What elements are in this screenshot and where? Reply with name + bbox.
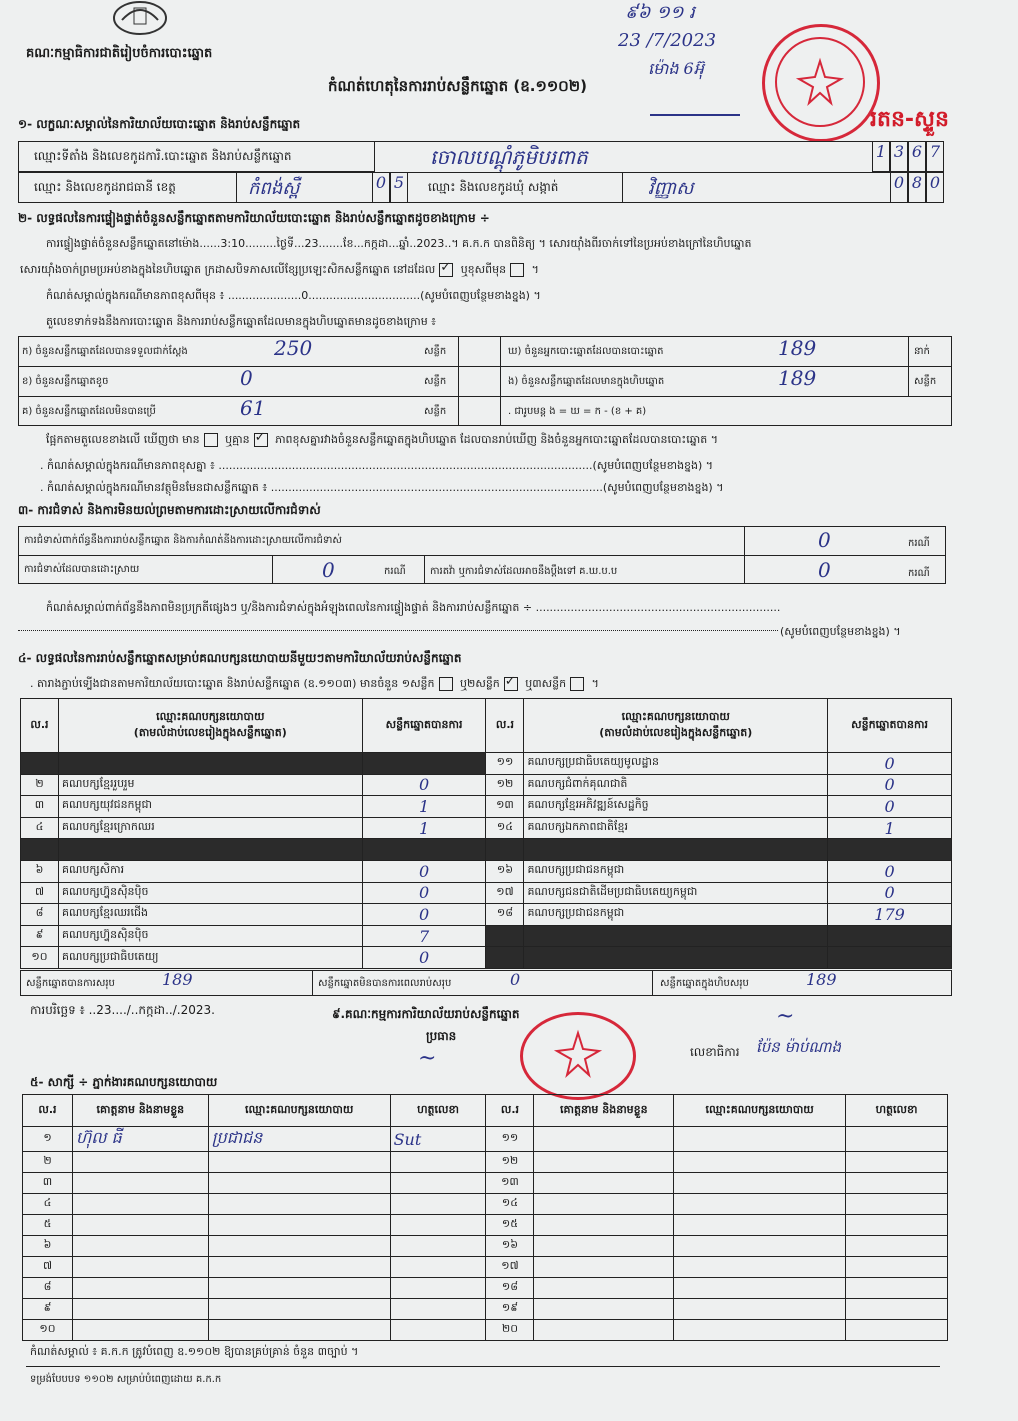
cell-no: ១៦ (486, 1236, 534, 1257)
sheets-line: . តារាងភ្ជាប់ទ្បើងជានតាមការិយាល័យបោះឆ្នោត និងរាប់សន្លឹកឆ្នោត (ឧ.១១០៣) មានចំនួន ១សន្លឹក ឬ២សន្លឹក✓ ឬ៣សន្លឹក ។ (30, 676, 599, 692)
cell-party (208, 1257, 390, 1278)
commune-code: 0 8 0 (890, 172, 944, 203)
spoiled-label: ខ) ចំនួនសន្លឹកឆ្នោតខូច (22, 376, 109, 387)
cell-votes: 0 (362, 860, 486, 882)
col-votes: សន្លឹកឆ្នោតបានការ (828, 699, 952, 753)
col-party: ឈ្មោះគណបក្សនយោបាយ (តាមលំដាប់លេខរៀងក្នុងសន្លឹកឆ្នោត) (58, 699, 362, 753)
cell-no: ១៩ (486, 1299, 534, 1320)
cell-sign (846, 1320, 948, 1341)
section5-heading: ៥- សាក្សី ÷ ភ្នាក់ងារគណបក្សនយោបាយ (30, 1075, 218, 1089)
cell-name (72, 1257, 208, 1278)
cell-no: ៨ (21, 904, 59, 926)
appeal-label: ការតវ៉ា ឬការជំទាស់ដែលអាចនឹងប្តឹងទៅ គ.ឃ.ប.ប (430, 566, 618, 577)
cell-name (534, 1278, 674, 1299)
no-difference-checkbox[interactable] (254, 433, 268, 447)
difference-note: . កំណត់សម្គាល់ក្នុងករណីមានភាពខុសគ្នា ៖ ...........................................................................................................(សូមបំពេញបន្ថែមខាងខ្នង) ។ (40, 459, 714, 472)
footer-note: កំណត់សម្គាល់ ៖ គ.ក.ក ត្រូវបំពេញ ឧ.១១០២ ឱ្យបានគ្រប់គ្រាន់ ចំនួន ៣ច្បាប់ ។ (30, 1345, 359, 1358)
cell-no: ១៧ (486, 882, 524, 904)
total-invalid-value: 0 (510, 970, 521, 989)
cell-party: គណបក្សខ្មែរក្រោកឈរ (58, 817, 362, 839)
section2-heading: ២- លទ្ធផលនៃការផ្ទៀងផ្ទាត់ចំនួនសន្លឹកឆ្នោតតាមការិយាល័យបោះឆ្នោត និងរាប់សន្លឹកឆ្នោតដូចខាងក្រោម ÷ (18, 211, 490, 225)
cell-no: ១៣ (486, 1173, 534, 1194)
cell-no: ៦ (21, 860, 59, 882)
cell-no: ៧ (23, 1257, 73, 1278)
date-line: ការបរិច្ឆេទ ៖ ..23..../..កក្កដា../.2023. (30, 1003, 215, 1017)
cell-name (72, 1215, 208, 1236)
col-no: ល.រ (23, 1095, 73, 1127)
cell-party: គណបក្សប្រជាជនកម្ពុជា (524, 860, 828, 882)
cell-name (72, 1152, 208, 1173)
section1-heading: ១- លក្ខណៈសម្គាល់នៃការិយាល័យបោះឆ្នោត និងរាប់សន្លឹកឆ្នោត (18, 117, 301, 131)
cell-name (534, 1236, 674, 1257)
cell-votes: 0 (828, 860, 952, 882)
cell-sign (390, 1257, 486, 1278)
cell-party (674, 1127, 846, 1152)
cell-no: ៨ (23, 1278, 73, 1299)
unit-person: នាក់ (914, 346, 930, 357)
cell-no: ២ (21, 774, 59, 796)
chair-signature: ~ (418, 1046, 437, 1071)
results-row (21, 882, 952, 904)
secretary-name: ប៉ែន ម៉ាប់ណាង (756, 1038, 841, 1056)
cell-sign (390, 1320, 486, 1341)
objections-label: ការជំទាស់ពាក់ព័ន្ធនឹងការរាប់សន្លឹកឆ្នោត និងការកំណត់នីងការដោះស្រាយលើការជំទាស់ (24, 535, 342, 546)
objections-value: 0 (818, 528, 831, 552)
page-title: កំណត់ហេតុនៃការរាប់សន្លឹកឆ្នោត (ឧ.១១០២) (328, 77, 588, 95)
cell-votes (828, 947, 952, 969)
witness-row (23, 1152, 948, 1173)
cell-party (208, 1194, 390, 1215)
cell-name (534, 1152, 674, 1173)
cell-sign (846, 1152, 948, 1173)
chair-label: ប្រធាន (426, 1029, 457, 1043)
stamp-label: រតន-ស្ទួន (870, 107, 949, 132)
in-box-value: 189 (778, 366, 817, 390)
cell-sign (846, 1236, 948, 1257)
cell-party: គណបក្សយុវជនកម្ពុជា (58, 796, 362, 818)
col-sign: ហត្ថលេខា (390, 1095, 486, 1127)
cell-party: គណបក្សខ្មែររួបរួម (58, 774, 362, 796)
emblem-icon (108, 0, 172, 40)
secretary-signature: ~ (776, 1004, 795, 1029)
cell-sign (846, 1215, 948, 1236)
cell-sign (846, 1278, 948, 1299)
unit-case: ករណី (908, 538, 930, 549)
col-sign: ហត្ថលេខា (846, 1095, 948, 1127)
cell-votes (362, 839, 486, 861)
cell-name (72, 1173, 208, 1194)
cell-sign (390, 1152, 486, 1173)
unit-case: ករណី (908, 568, 930, 579)
cell-party (58, 753, 362, 775)
cell-no: ១៦ (486, 860, 524, 882)
cell-sign (846, 1173, 948, 1194)
cell-no: ១៥ (486, 1215, 534, 1236)
cell-sign (390, 1278, 486, 1299)
cell-party (58, 839, 362, 861)
witness-row (23, 1194, 948, 1215)
cell-party (208, 1299, 390, 1320)
cell-party (674, 1194, 846, 1215)
cell-name: ហ៊ុល ធី (72, 1127, 208, 1152)
cell-name (72, 1320, 208, 1341)
cell-party (208, 1152, 390, 1173)
cell-votes (828, 839, 952, 861)
cell-no: ៦ (23, 1236, 73, 1257)
cell-name (534, 1215, 674, 1236)
cell-votes: 0 (362, 882, 486, 904)
verify-line-2: សោរយ៉ាំងចាក់ព្រមប្រអប់ខាងក្នុងនៃហិបឆ្នោត ក្រដាសបិទភាសលើខ្សែប្រឡេះសិកសន្លឹកឆ្នោត នៅដដែល✓ ឬខុសពីមុន ។ (20, 262, 539, 278)
voters-label: ឃ) ចំនួនអ្នកបោះឆ្នោតដែលបានបោះឆ្នោត (508, 346, 664, 357)
cell-party: គណបក្សហ្វ៊ុនស៊ិនប៉ិច (58, 882, 362, 904)
cell-votes (362, 753, 486, 775)
committee-title: ៩.គណៈកម្មការការិយាល័យរាប់សន្លឹកឆ្នោត (332, 1007, 520, 1021)
three-sheet-checkbox[interactable] (570, 677, 584, 691)
cell-votes: 1 (362, 796, 486, 818)
cell-sign (390, 1194, 486, 1215)
cell-party (208, 1278, 390, 1299)
cell-name (534, 1257, 674, 1278)
total-valid-value: 189 (162, 970, 193, 989)
location-value: ចោលបណ្តុំភូមិបរពាត (430, 145, 588, 169)
received-label: ក) ចំនួនសន្លឹកឆ្នោតដែលបានទទួលជាក់ស្តែង (22, 346, 188, 357)
results-row (21, 796, 952, 818)
cell-party: គណបក្សប្រជាធិបតេយ្យ (58, 947, 362, 969)
witness-row (23, 1320, 948, 1341)
results-row (21, 774, 952, 796)
cell-no: ១០ (21, 947, 59, 969)
total-valid-label: សន្លឹកឆ្នោតបានការសរុប (26, 978, 115, 989)
cell-party (524, 839, 828, 861)
witness-row (23, 1127, 948, 1152)
spoiled-value: 0 (240, 366, 253, 390)
cell-no (21, 839, 59, 861)
secretary-label: លេខាធិការ (690, 1045, 740, 1059)
cell-party: គណបក្សហ្វ៊ុនស៊ិនប៉ិច (58, 925, 362, 947)
cell-sign: Sut (390, 1127, 486, 1152)
form-code: ទម្រង់បែបបទ ១១០២ សម្រាប់បំពេញដោយ គ.ក.ក (30, 1374, 222, 1385)
results-row (21, 839, 952, 861)
col-party: ឈ្មោះគណបក្សនយោបាយ (208, 1095, 390, 1127)
cell-no: ១៤ (486, 817, 524, 839)
cell-party: គណបក្សខ្មែរអភិវឌ្ឍន៍សេដ្ឋកិច្ច (524, 796, 828, 818)
witness-row (23, 1215, 948, 1236)
hand-note-2: 23 /7/2023 (618, 30, 717, 51)
cell-no: ៧ (21, 882, 59, 904)
cell-votes: 0 (828, 882, 952, 904)
cell-no (21, 753, 59, 775)
location-code: 1 3 6 7 (872, 141, 944, 172)
verify-line-4: តួលេខទាក់ទងនឹងការបោះឆ្នោត និងការរាប់សន្លឹកឆ្នោតដែលមានក្នុងហិបឆ្នោតមានដូចខាងក្រោម ៖ (46, 315, 437, 328)
cell-no: ១ (23, 1127, 73, 1152)
cell-party: គណបក្សជំពាក់គុណជាតិ (524, 774, 828, 796)
cell-party (208, 1236, 390, 1257)
cell-sign (846, 1194, 948, 1215)
results-row (21, 947, 952, 969)
witness-row (23, 1299, 948, 1320)
cell-sign (846, 1299, 948, 1320)
commune-label: ឈ្មោះ និងលេខកូដឃុំ សង្កាត់ (428, 180, 559, 194)
has-difference-checkbox[interactable] (204, 433, 218, 447)
cell-party: គណបក្សខ្មែរឈរជើង (58, 904, 362, 926)
unit-ballot: សន្លឹក (914, 376, 937, 387)
results-table (20, 698, 952, 969)
cell-name (72, 1194, 208, 1215)
witness-row (23, 1257, 948, 1278)
results-row (21, 860, 952, 882)
cell-party: គណបក្សប្រជាជនកម្ពុជា (524, 904, 828, 926)
cell-no: ១៧ (486, 1257, 534, 1278)
section4-heading: ៤- លទ្ធផលនៃការរាប់សន្លឹកឆ្នោតសម្រាប់គណបក្សនយោបាយនីមួយៗតាមការិយាល័យរាប់សន្លឹកឆ្នោត (18, 651, 462, 665)
received-value: 250 (274, 336, 313, 360)
irregularity-note-tail: (សូមបំពេញបន្ថែមខាងខ្នង) ។ (780, 625, 901, 638)
col-name: គោត្តនាម និងនាមខ្លួន (72, 1095, 208, 1127)
cell-no: ១៤ (486, 1194, 534, 1215)
cell-no: ១៨ (486, 1278, 534, 1299)
difference-line: ផ្អែកតាមតួលេខខាងលើ ឃើញថា មាន ឬគ្មាន✓ ភាពខុសគ្នារវាងចំនួនសន្លឹកឆ្នោតក្នុងហិបឆ្នោត ដែលបានរាប់ឃើញ និងចំនួនអ្នកបោះឆ្នោតដែលបានបោះឆ្នោត ។ (46, 432, 718, 448)
cell-sign (390, 1173, 486, 1194)
cell-party (208, 1320, 390, 1341)
total-invalid-label: សន្លឹកឆ្នោតមិនបានការពេលរាប់សរុប (318, 978, 452, 989)
cell-party (524, 925, 828, 947)
cell-votes: 0 (828, 796, 952, 818)
cell-name (534, 1299, 674, 1320)
hand-note-3: ម៉ោង 6អ៊ុ (648, 59, 704, 78)
cell-name (72, 1278, 208, 1299)
commune-value: វិញ្ញាស (648, 178, 694, 199)
unit-ballot: សន្លឹក (424, 406, 447, 417)
cell-no: ៤ (23, 1194, 73, 1215)
province-value: កំពង់ស្ពឺ (248, 178, 300, 199)
cell-sign (390, 1299, 486, 1320)
cell-party: គណបក្សជនជាតិដើមប្រជាធិបតេយ្យកម្ពុជា (524, 882, 828, 904)
col-no: ល.រ (486, 699, 524, 753)
cell-no: ៥ (23, 1215, 73, 1236)
cell-votes: 0 (828, 774, 952, 796)
cell-no: ១១ (486, 1127, 534, 1152)
cell-party (674, 1173, 846, 1194)
cell-name (534, 1173, 674, 1194)
verify-line-3: កំណត់សម្គាល់ក្នុងករណីមានភាពខុសពីមុន ៖ .....................0................................(សូមបំពេញបន្ថែមខាងខ្នង) ។ (46, 289, 541, 302)
cell-party: គណបក្សប្រជាធិបតេយ្យមូលដ្ឋាន (524, 753, 828, 775)
results-row (21, 753, 952, 775)
col-name: គោត្តនាម និងនាមខ្លួន (534, 1095, 674, 1127)
cell-votes (828, 925, 952, 947)
same-checkbox[interactable] (439, 263, 453, 277)
col-no: ល.រ (21, 699, 59, 753)
cell-sign (846, 1257, 948, 1278)
cell-sign (390, 1236, 486, 1257)
two-sheet-checkbox[interactable] (504, 677, 518, 691)
hand-underline (650, 114, 740, 116)
org-name: គណៈកម្មាធិការជាតិរៀបចំការបោះឆ្នោត (26, 46, 213, 61)
hand-note-1: ៩៦ ១១ រ (625, 2, 695, 23)
cell-party (208, 1173, 390, 1194)
cell-sign (846, 1127, 948, 1152)
col-party: ឈ្មោះគណបក្សនយោបាយ (តាមលំដាប់លេខរៀងក្នុងសន្លឹកឆ្នោត) (524, 699, 828, 753)
witness-row (23, 1173, 948, 1194)
cell-no: ២ (23, 1152, 73, 1173)
cell-no: ១៣ (486, 796, 524, 818)
section3-heading: ៣- ការជំទាស់ និងការមិនយល់ព្រមតាមការដោះស្រាយលើការជំទាស់ (18, 503, 321, 517)
col-no: ល.រ (486, 1095, 534, 1127)
cell-votes: 0 (362, 774, 486, 796)
total-box-value: 189 (806, 970, 837, 989)
cell-no: ៣ (23, 1173, 73, 1194)
irregularity-note: កំណត់សម្គាល់ពាក់ព័ន្ធនឹងភាពមិនប្រក្រតីផ្សេងៗ ឬ/និងការជំទាស់ក្នុងអំឡុងពេលនៃការផ្ទៀងផ្ទាត់ និងការរាប់សន្លឹកឆ្នោត ÷ ...................................................................... (46, 601, 781, 614)
province-label: ឈ្មោះ និងលេខកូដរាជធានី ខេត្ត (34, 180, 176, 194)
cell-no: ១២ (486, 1152, 534, 1173)
cell-party (674, 1320, 846, 1341)
cell-name (72, 1299, 208, 1320)
cell-votes: 179 (828, 904, 952, 926)
witness-row (23, 1236, 948, 1257)
appeal-value: 0 (818, 558, 831, 582)
cell-name (534, 1320, 674, 1341)
in-box-label: ង) ចំនួនសន្លឹកឆ្នោតដែលមានក្នុងហិបឆ្នោត (508, 376, 665, 387)
witness-row (23, 1278, 948, 1299)
location-label: ឈ្មោះទីតាំង និងលេខកូដការិ.បោះឆ្នោត និងរាប់សន្លឹកឆ្នោត (34, 149, 292, 163)
unit-case: ករណី (384, 566, 406, 577)
cell-party: ប្រជាជន (208, 1127, 390, 1152)
cell-party: គណបក្សឯកភាពជាតិខ្មែរ (524, 817, 828, 839)
province-code: 0 5 (372, 172, 408, 203)
unit-ballot: សន្លឹក (424, 376, 447, 387)
verify-line-1: ការផ្ទៀងផ្ទាត់ចំនួនសន្លឹកឆ្នោតនៅម៉ោង......3:10.........ថ្ងៃទី...23.......ខែ...កក្កដា...ឆ្នាំ..2023..។ គ.ក.ក បានពិនិត្យ ។ សោរយ៉ាំងពីរចាក់ទៅនៃប្រអប់ខាងក្រៅនៃហិបឆ្នោត (46, 237, 752, 250)
cell-no: ១១ (486, 753, 524, 775)
cell-no (486, 839, 524, 861)
different-checkbox[interactable] (510, 263, 524, 277)
cell-sign (390, 1215, 486, 1236)
resolved-label: ការជំទាស់ដែលបានដោះស្រាយ (24, 564, 140, 575)
cell-party (674, 1299, 846, 1320)
cell-no: ៩ (21, 925, 59, 947)
cell-party (674, 1278, 846, 1299)
results-row (21, 925, 952, 947)
unit-ballot: សន្លឹក (424, 346, 447, 357)
cell-votes: 0 (362, 904, 486, 926)
col-party: ឈ្មោះគណបក្សនយោបាយ (674, 1095, 846, 1127)
cell-votes: 0 (362, 947, 486, 969)
formula: . ជារូបមន្ត ង = ឃ = ក - (ខ + គ) (508, 406, 647, 417)
committee-stamp (520, 1012, 636, 1100)
cell-votes: 1 (362, 817, 486, 839)
cell-votes: 1 (828, 817, 952, 839)
results-row (21, 904, 952, 926)
cell-votes: 7 (362, 925, 486, 947)
cell-no: ៣ (21, 796, 59, 818)
col-votes: សន្លឹកឆ្នោតបានការ (362, 699, 486, 753)
witness-table (22, 1094, 948, 1341)
cell-party (674, 1152, 846, 1173)
cell-no: ២០ (486, 1320, 534, 1341)
unused-value: 61 (240, 396, 266, 420)
cell-name (534, 1194, 674, 1215)
cell-no: ៩ (23, 1299, 73, 1320)
cell-votes: 0 (828, 753, 952, 775)
cell-no (486, 925, 524, 947)
resolved-value: 0 (322, 558, 335, 582)
cell-party (208, 1215, 390, 1236)
official-stamp (762, 24, 880, 142)
voters-value: 189 (778, 336, 817, 360)
results-row (21, 817, 952, 839)
cell-no: ១០ (23, 1320, 73, 1341)
cell-party (674, 1215, 846, 1236)
one-sheet-checkbox[interactable] (439, 677, 453, 691)
cell-party (524, 947, 828, 969)
total-box-label: សន្លឹកឆ្នោតក្នុងហិបសរុប (660, 978, 749, 989)
cell-no (486, 947, 524, 969)
non-ballot-note: . កំណត់សម្គាល់ក្នុងករណីមានវត្ថុមិនមែនជាសន្លឹកឆ្នោត ៖ ...............................................................................................(សូមបំពេញបន្ថែមខាងខ្នង) ។ (40, 481, 724, 494)
cell-no: ៤ (21, 817, 59, 839)
cell-name (534, 1127, 674, 1152)
cell-no: ១៨ (486, 904, 524, 926)
cell-party (674, 1257, 846, 1278)
cell-name (72, 1236, 208, 1257)
cell-party (674, 1236, 846, 1257)
cell-party: គណបក្សសិការ (58, 860, 362, 882)
unused-label: គ) ចំនួនសន្លឹកឆ្នោតដែលមិនបានប្រើ (22, 406, 156, 417)
cell-no: ១២ (486, 774, 524, 796)
